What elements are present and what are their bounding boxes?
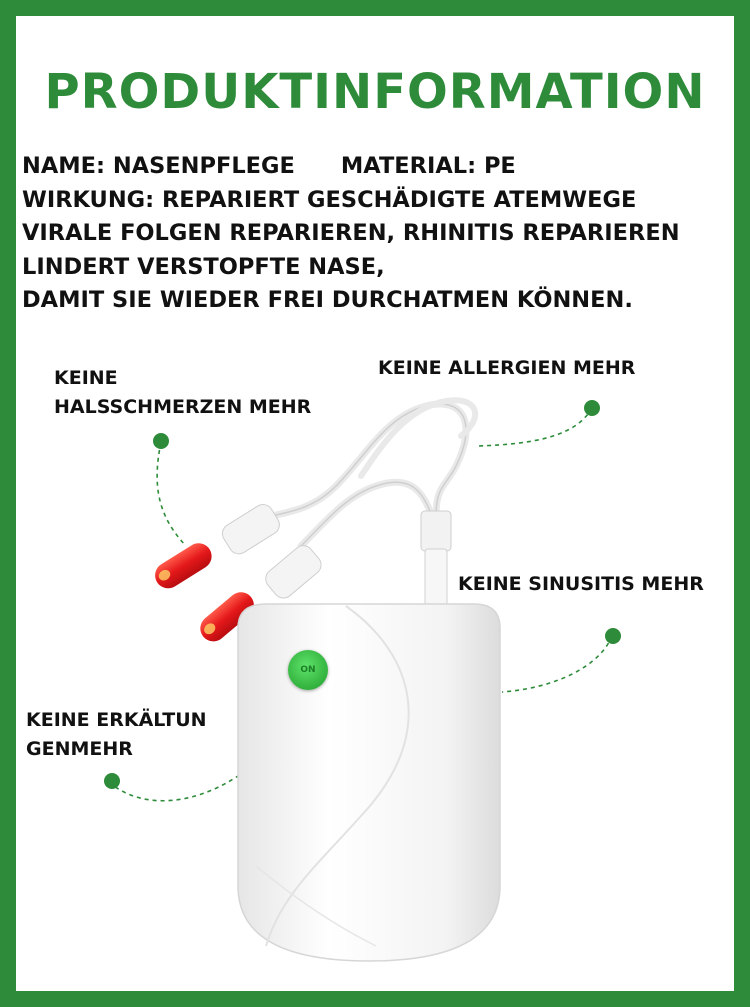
power-button[interactable] <box>288 650 328 690</box>
info-repair: VIRALE FOLGEN REPARIEREN, RHINITIS REPARIEREN <box>22 220 680 246</box>
connector-throat <box>157 442 186 546</box>
device-illustration <box>16 16 734 991</box>
dot-allergy <box>584 400 600 416</box>
callout-allergy: KEINE ALLERGIEN MEHR <box>378 357 636 379</box>
jack-plug <box>421 511 451 609</box>
power-button-label: ON <box>300 665 316 675</box>
callout-throat-line2: HALSSCHMERZEN MEHR <box>54 396 312 418</box>
info-material: MATERIAL: PE <box>340 153 516 179</box>
info-breathe: DAMIT SIE WIEDER FREI DURCHATMEN KÖNNEN. <box>22 287 633 313</box>
dot-sinus <box>605 628 621 644</box>
probe-housings <box>219 501 325 602</box>
info-relief: LINDERT VERSTOPFTE NASE, <box>22 253 385 280</box>
callout-throat-line1: KEINE <box>54 367 118 389</box>
connector-allergy <box>478 408 592 446</box>
callout-cold-line1: KEINE ERKÄLTUN <box>26 709 207 731</box>
callout-sinus: KEINE SINUSITIS MEHR <box>458 573 704 595</box>
callout-cold-line2: GENMEHR <box>26 738 133 760</box>
device-body <box>238 604 500 961</box>
callout-cold <box>26 706 207 764</box>
info-effect: WIRKUNG: REPARIERT GESCHÄDIGTE ATEMWEGE <box>22 186 637 213</box>
page-title: PRODUKTINFORMATION <box>44 64 706 120</box>
dot-throat <box>153 433 169 449</box>
connector-sinus <box>502 636 612 692</box>
dot-cold <box>104 773 120 789</box>
info-name: NAME: NASENPFLEGE <box>22 153 295 179</box>
connector-cold <box>109 776 238 801</box>
callout-throat <box>54 364 311 422</box>
content-panel <box>16 16 734 991</box>
